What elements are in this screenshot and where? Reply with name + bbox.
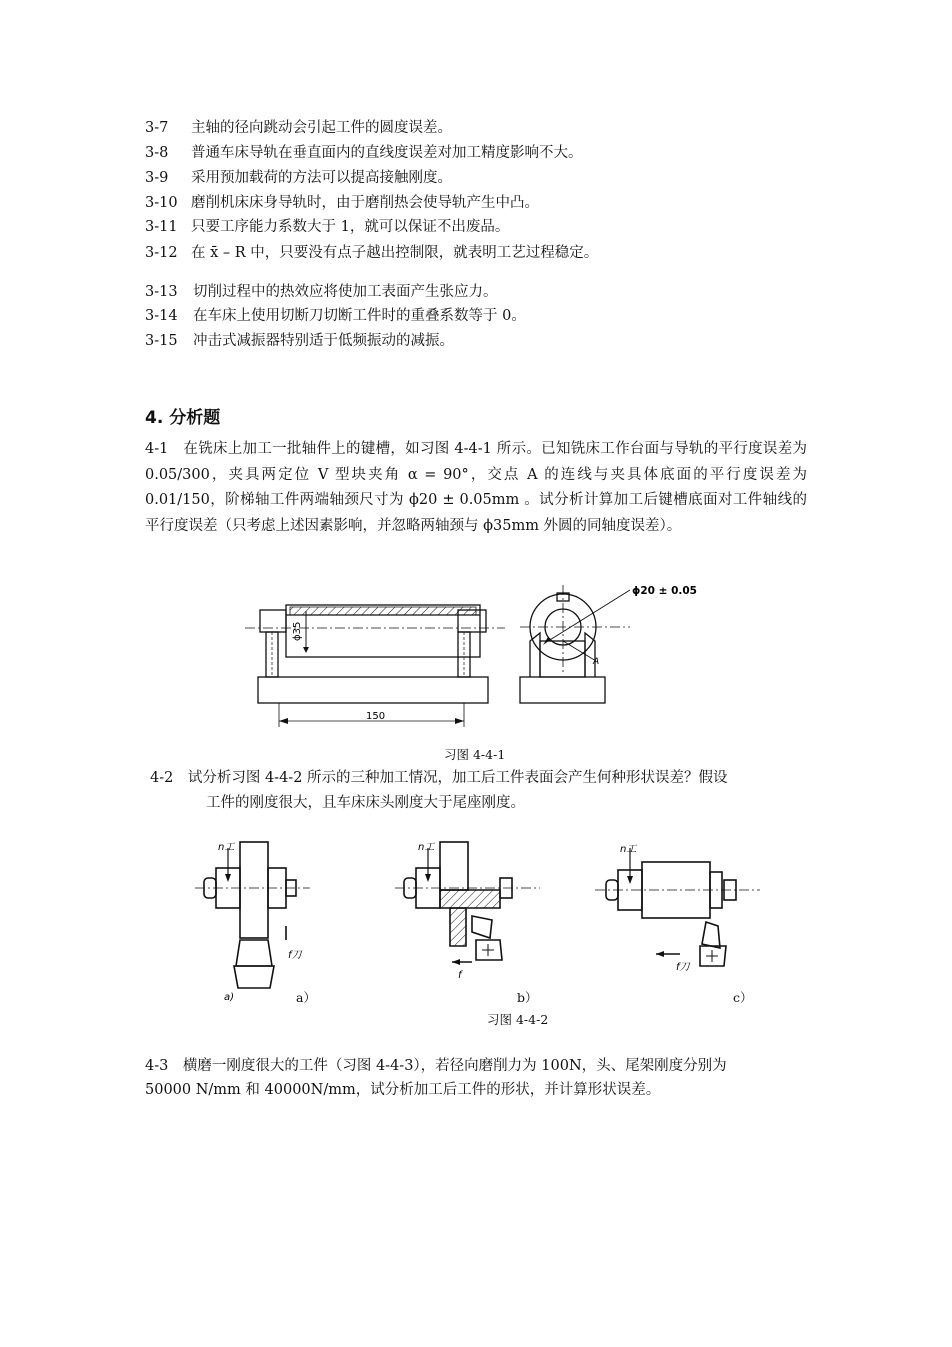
item-3-14 xyxy=(145,306,526,326)
item-number: 3-11 xyxy=(145,219,178,235)
question-4-3-line1: 4-3 横磨一刚度很大的工件（习图 4-4-3），若径向磨削力为 100N，头、尾架刚度分别为 xyxy=(145,1058,727,1074)
item-text: 在车床上使用切断刀切断工件时的重叠系数等于 0。 xyxy=(193,308,526,324)
figure-4-4-1-caption: 习图 4-4-1 xyxy=(444,747,506,762)
item-number: 3-9 xyxy=(145,170,169,186)
item-text: 切削过程中的热效应将使加工表面产生张应力。 xyxy=(193,284,498,300)
item-number: 3-7 xyxy=(145,120,169,136)
item-number: 3-13 xyxy=(145,284,178,300)
item-3-13 xyxy=(145,282,498,302)
question-4-3-line2: 50000 N/mm 和 40000N/mm，试分析加工后工件的形状，并计算形状误差。 xyxy=(145,1082,661,1098)
label-a-image: a) xyxy=(224,992,235,1003)
item-text: 磨削机床床身导轨时，由于磨削热会使导轨产生中凸。 xyxy=(191,195,539,211)
label-150: 150 xyxy=(366,711,386,722)
item-text: 主轴的径向跳动会引起工件的圆度误差。 xyxy=(191,120,452,136)
diagram-b-label: b） xyxy=(517,990,538,1005)
item-text: 普通车床导轨在垂直面内的直线度误差对加工精度影响不大。 xyxy=(191,145,583,161)
section-heading xyxy=(145,403,220,428)
item-3-7 xyxy=(145,118,452,138)
label-n-a: n工 xyxy=(218,842,235,853)
item-number: 3-14 xyxy=(145,308,178,324)
item-text: 在 x̄ – R 中，只要没有点子越出控制限，就表明工艺过程稳定。 xyxy=(191,245,599,261)
label-phi20: ϕ20 ± 0.05 xyxy=(632,585,697,597)
label-f-a: f刀 xyxy=(288,950,302,961)
question-4-2-line1: 4-2 试分析习图 4-4-2 所示的三种加工情况，加工后工件表面会产生何种形状误差？假设 xyxy=(150,770,728,786)
figure-4-4-2-caption: 习图 4-4-2 xyxy=(487,1012,549,1027)
label-phi35: ϕ35 xyxy=(292,621,303,641)
label-n-b: n工 xyxy=(418,842,435,853)
item-text: 采用预加载荷的方法可以提高接触刚度。 xyxy=(191,170,452,186)
item-3-11 xyxy=(145,217,509,237)
label-A: A xyxy=(593,657,600,667)
section-title: 分析题 xyxy=(169,408,221,428)
label-n-c: n工 xyxy=(620,844,637,855)
item-number: 3-15 xyxy=(145,333,178,349)
figure-4-4-1 xyxy=(240,575,710,735)
label-f-c: f刀 xyxy=(676,962,690,973)
diagram-c xyxy=(595,848,760,966)
question-4-2-line2: 工件的刚度很大，且车床床头刚度大于尾座刚度。 xyxy=(206,795,525,811)
item-text: 只要工序能力系数大于 1，就可以保证不出废品。 xyxy=(191,219,510,235)
item-3-8 xyxy=(145,143,583,163)
fixture-side-view xyxy=(245,605,505,727)
item-3-12 xyxy=(145,243,598,263)
diagram-c-label: c） xyxy=(733,990,753,1005)
item-3-15 xyxy=(145,331,454,351)
item-3-9 xyxy=(145,168,452,188)
diagram-b xyxy=(395,842,540,965)
figure-4-4-2 xyxy=(190,828,770,1028)
item-number: 3-12 xyxy=(145,245,178,261)
item-number: 3-8 xyxy=(145,145,169,161)
diagram-a-label: a） xyxy=(296,990,316,1005)
label-f-b: f xyxy=(458,970,462,981)
item-text: 冲击式减振器特别适于低频振动的减振。 xyxy=(193,333,454,349)
fixture-end-view xyxy=(520,585,630,703)
diagram-a xyxy=(195,842,310,988)
section-number: 4. xyxy=(145,408,164,428)
item-number: 3-10 xyxy=(145,195,178,211)
item-3-10 xyxy=(145,193,539,213)
question-4-1: 4-1 在铣床上加工一批轴件上的键槽，如习图 4-4-1 所示。已知铣床工作台面与导轨的平行度误差为 0.05/300，夹具两定位 V 型块夹角 α = 90°，交点 A 的连线与夹具体底面的平行度误差为 0.01/150，阶梯轴工件两端轴颈尺寸为 ϕ20 ± 0.05mm 。试分析计算加工后键槽底面对工件轴线的平行度误差（只考虑上述因素影响，并忽略两轴颈与 ϕ35mm 外圆的同轴度误差）。 xyxy=(145,441,807,534)
